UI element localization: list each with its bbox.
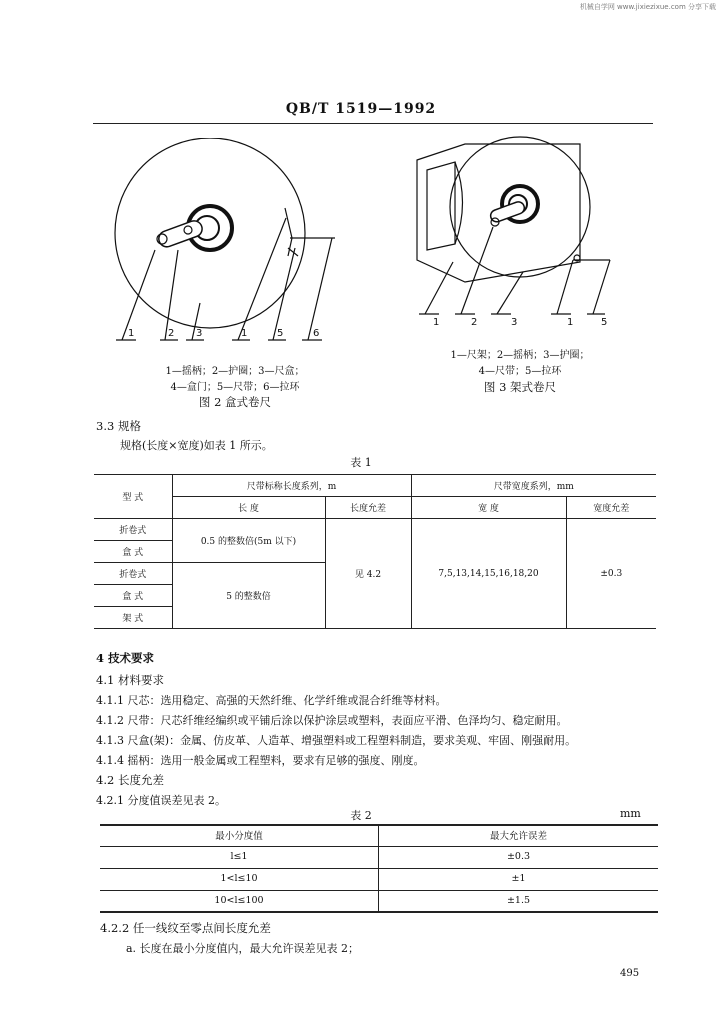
fig2-legend-line1: 1—摇柄；2—护圈；3—尺盒；: [165, 366, 305, 377]
section-4-heading: 4 技术要求: [96, 651, 155, 665]
section-4-2-2-item-a: a. 长度在最小分度值内，最大允许误差见表 2；: [126, 942, 360, 955]
t2-err: ±0.3: [506, 851, 531, 862]
table-1: [94, 474, 656, 629]
section-3-3-text: 规格(长度×宽度)如表 1 所示。: [120, 439, 273, 452]
table-2-bottom-rule: [100, 911, 658, 913]
section-4-1-4: 4.1.4 摇柄：选用一般金属或工程塑料，要求有足够的强度、刚度。: [96, 754, 425, 767]
table-1-caption: 表 1: [350, 456, 372, 469]
table-2-row-rule: [100, 890, 658, 891]
t1-head-width-series: 尺带宽度系列，mm: [411, 475, 656, 497]
fig2-legend-line2: 4—盒门；5—尺带；6—拉环: [170, 382, 300, 393]
t1-type: 折卷式: [94, 563, 172, 585]
t1-head-length-series: 尺带标称长度系列，m: [172, 475, 411, 497]
header-rule: [93, 123, 653, 124]
fig3-callout: 5: [601, 317, 608, 328]
t2-range: 10<l≤100: [214, 895, 264, 906]
document-header: QB/T 1519—1992: [285, 101, 437, 117]
t1-type: 架 式: [94, 607, 172, 629]
page-number: 495: [620, 968, 640, 979]
section-4-2-2: 4.2.2 任一线纹至零点间长度允差: [100, 921, 271, 935]
t1-head-type: 型 式: [94, 475, 172, 519]
t2-err: ±1: [511, 873, 526, 884]
section-3-3-heading: 3.3 规格: [96, 419, 141, 433]
t1-type: 盒 式: [94, 541, 172, 563]
section-4-2-1: 4.2.1 分度值误差见表 2。: [96, 794, 226, 807]
t2-range: l≤1: [230, 851, 248, 862]
t1-head-width-tol: 宽度允差: [566, 497, 656, 519]
section-4-2: 4.2 长度允差: [96, 773, 164, 787]
figure-3-drawing: [405, 132, 635, 337]
fig2-callout: 6: [313, 328, 320, 339]
fig3-callout: 1: [433, 317, 440, 328]
fig3-callout: 1: [567, 317, 574, 328]
fig3-title: 图 3 架式卷尺: [483, 380, 557, 394]
section-4-1-3: 4.1.3 尺盒(架)：金属、仿皮革、人造革、增强塑料或工程塑料制造，要求美观、牢固、刚强耐用。: [96, 734, 577, 747]
t1-type: 折卷式: [94, 519, 172, 541]
fig3-legend-line2: 4—尺带；5—拉环: [478, 366, 562, 377]
t2-col1-header: 最小分度值: [215, 831, 263, 842]
section-4-1-1: 4.1.1 尺芯：选用稳定、高强的天然纤维、化学纤维或混合纤维等材料。: [96, 694, 447, 707]
table-2-unit: mm: [620, 807, 641, 820]
table-2-caption: 表 2: [350, 809, 372, 822]
fig2-title: 图 2 盒式卷尺: [198, 395, 272, 409]
t1-head-length-tol: 长度允差: [325, 497, 411, 519]
t1-length-b: 5 的整数倍: [172, 563, 325, 629]
t2-col2-header: 最大允许误差: [489, 831, 547, 842]
table-2-top-rule: [100, 824, 658, 826]
t1-head-length: 长 度: [172, 497, 325, 519]
t1-head-width: 宽 度: [411, 497, 566, 519]
t2-err: ±1.5: [506, 895, 531, 906]
t1-type: 盒 式: [94, 585, 172, 607]
fig2-callout: 3: [196, 328, 203, 339]
fig3-legend-line1: 1—尺架；2—摇柄；3—护圈；: [450, 350, 590, 361]
fig3-callout: 2: [471, 317, 478, 328]
fig2-callout: 2: [168, 328, 175, 339]
t1-width-tol: ±0.3: [566, 519, 656, 629]
t2-range: 1<l≤10: [220, 873, 258, 884]
watermark: 机械自学网 www.jixiezixue.com 分享下载: [579, 3, 716, 11]
fig2-callout: 1: [241, 328, 248, 339]
section-4-1-2: 4.1.2 尺带：尺芯纤维经编织或平铺后涂以保护涂层或塑料，表面应平滑、色泽均匀、稳定耐用。: [96, 714, 568, 727]
table-2-header-rule: [100, 846, 658, 847]
t1-length-tol: 见 4.2: [325, 519, 411, 629]
section-4-1: 4.1 材料要求: [96, 673, 164, 687]
figure-2-drawing: [100, 138, 350, 358]
table-2-row-rule: [100, 868, 658, 869]
fig2-callout: 1: [128, 328, 135, 339]
fig3-callout: 3: [511, 317, 518, 328]
t1-widths: 7,5,13,14,15,16,18,20: [411, 519, 566, 629]
fig2-callout: 5: [277, 328, 284, 339]
t1-length-a: 0.5 的整数倍(5m 以下): [172, 519, 325, 563]
